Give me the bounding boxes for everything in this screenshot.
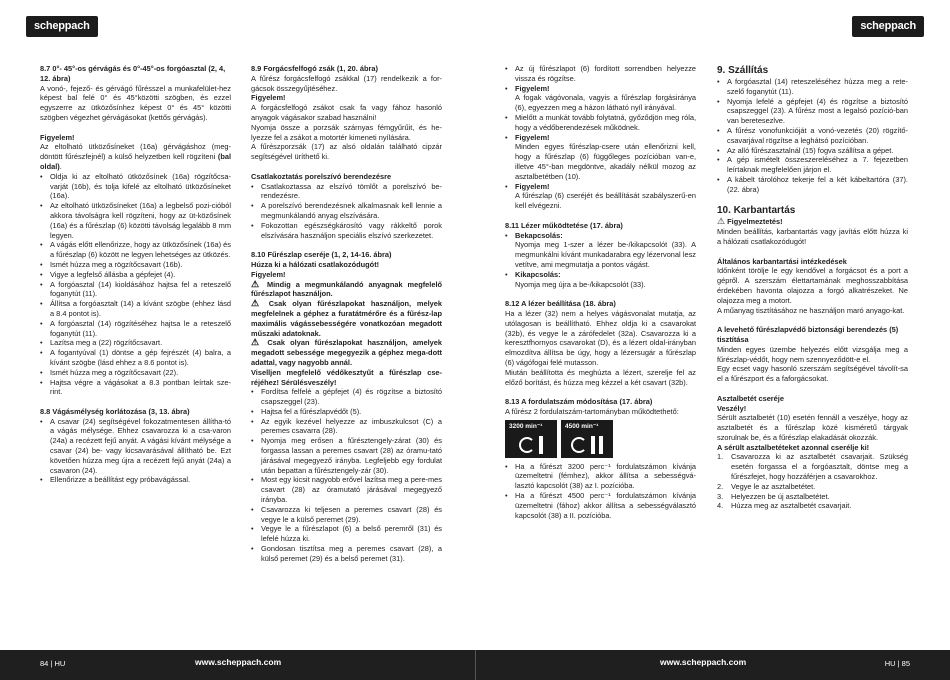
speed-dial-icon xyxy=(571,437,587,453)
note-label: Figyelem! xyxy=(251,93,286,103)
column-4 xyxy=(717,64,908,511)
footer-bar xyxy=(0,650,950,680)
list-item: • Mielőtt a munkát tovább folytatná, győződjön meg róla, hogy a védőberendezések működnek. xyxy=(505,113,696,133)
right-footer-link[interactable]: www.scheppach.com xyxy=(660,657,747,667)
list-item: • A csavar (24) segítségével fokozatmentesen állítha-tó a vágás mélysége. Ehhez csavarozza ki a csa-varon (24a) a recézett fejű anyát. A vágási kívánt mélysége a csavar (24) be- vagy kicsavarásával állítható be. Ezt követően húzza meg újra a recézett fejű anyát (24a) a csavaron (24). xyxy=(40,417,231,476)
heading-8-8: 8.8 Vágásmélység korlátozása (3, 13. ábra) xyxy=(40,406,190,416)
list-cont xyxy=(505,64,696,211)
heading-table-insert: Asztalbetét cseréje xyxy=(717,393,784,403)
warning-4: Viselljen megfelelő védőkesztyűt a fűrészlap cse-réjéhez! Sérülésveszély! xyxy=(251,367,442,387)
list-item: 2. Vegye le az asztalbetétet. xyxy=(717,481,816,491)
steps-list xyxy=(717,452,908,511)
paragraph: A fűrészporzsák (17) az alsó oldalán található cipzár segítségével üríthető ki. xyxy=(251,142,442,162)
column-1 xyxy=(40,64,231,485)
list-item: • A forgóasztal (14) kioldásához hajtsa fel a reteszelő foganytút (11). xyxy=(40,280,231,300)
list-item: • Az eltolható ütközősíneket (16a) a legbelső pozi-cióból akkora távolságra kell rögzíteni, hogy az üt-közősínek (16a) és a fűrészlap (6) közötti távolság legalább 8 mm legyen. xyxy=(40,201,231,240)
list-laser xyxy=(505,231,696,290)
list-item: • Ha a fűrészt 4500 perc⁻¹ fordulatszámon kívánja üzemeltetni (fához) akkor állítsa a sebességválasztó kapcsolót (38) a II. pozícióba. xyxy=(505,491,696,520)
list-8-7 xyxy=(40,172,231,397)
heading-8-11: 8.11 Lézer működtetése (17. ábra) xyxy=(505,220,623,230)
list-item: 1. Csavarozza ki az asztalbetét csavarjait. Szükség esetén forgassa el a forgóasztalt, döntse meg a fűrészfejet, hogy hozzáférjen a csavarokhoz. xyxy=(717,452,908,482)
paragraph: A műanyag tisztításához ne használjon maró anyago-kat. xyxy=(717,305,905,315)
paragraph-8-7: A vonó-, fejező- és gérvágó fűrésszel a munkafelület-hez képest bal felé 0° és 45°közötti szögben, és ezzel egyszerre az ütközősínhez képest 0° és 45° közötti szögben végezhet gérvágásokat (kettős gérvágás). xyxy=(40,83,231,122)
list-dust xyxy=(251,182,442,241)
heading-8-10: 8.10 Fűrészlap cseréje (1, 2, 14-16. ábra) xyxy=(251,250,392,260)
note-label: Figyelem! xyxy=(40,132,75,142)
list-item: • Az új fűrészlapot (6) fordított sorrendben helyezze vissza és rögzítse. xyxy=(505,64,696,84)
speed-4500-label: 4500 min⁻¹ xyxy=(561,420,613,458)
column-3 xyxy=(505,64,696,520)
list-item: • Hajtsa végre a vágásokat a 8.3 pontban leírtak sze-rint. xyxy=(40,378,231,398)
column-2 xyxy=(251,64,442,564)
paragraph: Minden beállítás, karbantartás vagy javítás előtt húzza ki a hálózati csatlakozódugót! xyxy=(717,227,908,246)
list-item: • Az alló fűrészasztalnál (15) fogva szállítsa a gépet. xyxy=(717,146,908,156)
list-speed xyxy=(505,462,696,521)
list-item: • A vágás előtt ellenőrizze, hogy az ütközősínek (16a) és a fűrészlap (6) között ne legyen lehetséges az ütközés. xyxy=(40,240,231,260)
warning-label: ⚠ Figyelmeztetés! xyxy=(717,216,783,227)
list-item: 3. Helyezzen be új asztalbetétet. xyxy=(717,491,830,501)
list-item: • Hajtsa fel a fűrészlapvédőt (5). xyxy=(251,407,442,417)
list-item: • Gondosan tisztítsa meg a peremes csavart (28), a külső peremet (29) és a belső peremet (31). xyxy=(251,544,442,564)
note-text: Az eltolható ütközősíneket (16a) gérvágáshoz (meg-döntött fűrészfejnél) a külső helyzetben kell rögzíteni (bal oldal). xyxy=(40,142,231,171)
warning-2: ⚠ Csak olyan fűrészlapokat használjon, melyek megfelelnek a géphez a furatátmérőre és a fűrész-lap maximális vágássebességére vonatkozóan megadott műszaki adatoknak. xyxy=(251,298,442,338)
list-item: • Fordítsa felfelé a gépfejet (4) és rögzítse a biztosító csapszeggel (23). xyxy=(251,387,442,407)
list-item: • A gép ismételt összeszereléséhez a 7. fejezetben leírtaknak megfelelően járjon el. xyxy=(717,155,908,175)
chapter-9-title: 9. Szállítás xyxy=(717,65,769,76)
speed-figure xyxy=(505,420,696,458)
list-transport xyxy=(717,77,908,195)
list-item: • Csatlakoztassa az elszívó tömlőt a porelszívó be-rendezésre. xyxy=(251,182,442,202)
heading-8-12: 8.12 A lézer beállítása (18. ábra) xyxy=(505,299,616,309)
chapter-10-title: 10. Karbantartás xyxy=(717,205,796,217)
warning-icon: ⚠ xyxy=(251,337,263,348)
position-i-icon xyxy=(539,436,543,454)
list-item: • Figyelem! Minden egyes fűrészlap-csere után ellenőrizni kell, hogy a fűrészlap (6) függőleges pozícióban van-e, illetve 45°-ban megdöntve, akadály nélkül mozog az asztalbetétben (10). xyxy=(505,133,696,182)
list-item: • Kikapcsolás: Nyomja meg újra a be-/kikapcsolót (33). xyxy=(505,270,696,290)
list-8-8 xyxy=(40,417,231,486)
list-item: • A porelszívó berendezésnek alkalmasnak kell lennie a megmunkálandó anyag elszívására. xyxy=(251,201,442,221)
paragraph: Nyomja össze a porzsák szárnyas fémgyűrűit, és he-lyezze fel a zsákot a motortér kimeneti nyílására. xyxy=(251,122,442,142)
speed-dial-icon xyxy=(519,437,535,453)
list-item: • Oldja ki az eltolható ütközősínek (16a) rögzítőcsa-varját (16b), és tolja kifelé az eltolható ütközősíneket (16a). xyxy=(40,172,231,201)
paragraph: Időnként törölje le egy kendővel a forgácsot és a port a gépről. A szerszám élettartamának meghosszabbítása érdekében havonta olajozza a forgó alkatrészeket. Ne olajozza meg a motort. xyxy=(717,266,908,305)
list-item: • Ha a fűrészt 3200 perc⁻¹ fordulatszámon kívánja üzemeltetni (fémhez), akkor állítsa a sebességvá-lasztó kapcsolót (38) az I. pozícióba. xyxy=(505,462,696,491)
heading-guard-cleaning: A levehető fűrészlapvédő biztonsági berendezés (5) tisztítása xyxy=(717,325,899,344)
list-item: • A fűrész vonofunkcióját a vonó-vezetés (20) rögzítő-csavarjával rögzítse a leghátsó pozícióban. xyxy=(717,126,908,146)
paragraph: Egy ecset vagy hasonló szerszám segítségével távolít-sa el a fűrészport és a faforgácsokat. xyxy=(717,364,908,384)
warning-icon: ⚠ xyxy=(251,298,263,309)
heading-general-maintenance: Általános karbantartási intézkedések xyxy=(717,256,847,266)
list-item: • Ellenőrizze a beállítást egy próbavágással. xyxy=(40,475,231,485)
list-item: • Lazítsa meg a (22) rögzítőcsavart. xyxy=(40,338,231,348)
left-footer-link[interactable]: www.scheppach.com xyxy=(195,657,282,667)
danger-label: Veszély! xyxy=(717,403,747,413)
paragraph: Ha a lézer (32) nem a helyes vágásvonalat mutatja, az utólagosan is beállítható. Ehhez oldja ki a csavarokat (32b), és vegye le a zárófedelet (32a). Csavarozza ki a keresztfhornyos csavarokat (D), és a lézert oldal-irányban elmozdítva állítsa be úgy, hogy a lézersugár a fűrészlap (6) vágófogai felé mutasson. xyxy=(505,308,696,367)
list-item: • Az egyik kezével helyezze az imbuszkulcsot (C) a peremes csavarra (28). xyxy=(251,417,442,437)
list-item: • Bekapcsolás: Nyomja meg 1-szer a lézer be-/kikapcsolót (33). A megmunkálni kívánt munkadarabra egy lézervonal lesz vetítve, ami megmutatja a pontos vágást. xyxy=(505,231,696,270)
position-ii-icon xyxy=(591,436,595,454)
right-page-number: HU | 85 xyxy=(884,659,910,668)
warning-3: ⚠ Csak olyan fűrészlapokat használjon, amelyek megadott sebessége megegyezik a géphez megа-dott adattal, vagy nagyobb annál. xyxy=(251,337,442,367)
paragraph: A fűrész forgácsfelfogó zsákkal (17) rendelkezik a for-gácsok összegyűjtéséhez. xyxy=(251,73,442,93)
list-item: • Csavarozza ki teljesen a peremes csavart (28) és vegye le a külső peremet (29). xyxy=(251,505,442,525)
list-item: • Figyelem! A fűrészlap (6) cseréjét és beállítását szabályszerű-en kell elvégezni. xyxy=(505,182,696,211)
brand-logo-left: scheppach xyxy=(26,16,98,37)
list-item: • A forgóasztal (14) rögzítéséhez hajtsa le a reteszelő foganytút (11). xyxy=(40,319,231,339)
paragraph: Miután beállította és meghúzta a lézert, szerelje fel az előző borítást, és húzza meg kézzel a két csavart (32b). xyxy=(505,367,696,387)
paragraph: Minden egyes üzembe helyezés előtt vizsgálja meg a fűrészlap-védőt, hogy nem szennyeződött-e el. xyxy=(717,344,908,364)
list-item: • A fogantyúval (1) döntse a gép fejrészét (4) balra, a kívánt szögbe (lásd ehhez a 8.6 pontot is). xyxy=(40,348,231,368)
warning-icon: ⚠ xyxy=(251,278,262,289)
list-item: • A forgóasztal (14) reteszeléséhez húzza meg a rete-szelő foganytút (11). xyxy=(717,77,908,97)
heading-replace-insert: A sérült asztalbetéteket azonnal cserélje ki! xyxy=(717,442,870,452)
speed-3200-label: 3200 min⁻¹ xyxy=(505,420,557,458)
note-label: Figyelem! xyxy=(251,269,286,279)
list-item: • Nyomja meg erősen a fűrésztengely-zárat (30) és forgassa lassan a peremes csavart (28) az óramu-tató járásával megegyező irányba. Legfeljebb egy fordulat után bepattan a fűrésztengely-zár (30). xyxy=(251,436,442,475)
list-item: 4. Húzza meg az asztalbetét csavarjait. xyxy=(717,501,852,511)
list-item: • Fokozottan egészségkárosító vagy rákkeltő porok elszívására használjon speciális elszívó szerkezetet. xyxy=(251,221,442,241)
list-item: • Vegye le a fűrészlapot (6) a belső peremről (31) és lefelé húzza ki. xyxy=(251,524,442,544)
warning-1: ⚠ Mindig a megmunkálandó anyagnak megfelelő fűrészlapot használjon. xyxy=(251,278,443,299)
paragraph: Sérült asztalbetét (10) esetén fennáll a veszélye, hogy az asztalbetét és a fűrészlap közé kisméretű tárgyak szorulnak be, és a fűrészlap elakadását okozzák. xyxy=(717,413,908,442)
heading-8-7: 8.7 0°- 45°-os gérvágás és 0°-45°-os forgóasztal (2, 4, 12. ábra) xyxy=(40,64,226,83)
list-item: • Ismét húzza meg a rögzítőcsavart (16b). xyxy=(40,260,231,270)
list-item: • Ismét húzza meg a rögzítőcsavart (22). xyxy=(40,368,231,378)
list-item: • A kábelt tárolóhoz tekerje fel a két kábeltartóra (37). (22. ábra) xyxy=(717,175,908,195)
heading-8-13: 8.13 A fordulatszám módosítása (17. ábra) xyxy=(505,397,653,407)
list-item: • Vigye a legfelső állásba a gépfejet (4). xyxy=(40,270,231,280)
list-item: • Nyomja lefelé a gépfejet (4) és rögzítse a biztosító csapszeggel (23). A fűrész most a legalsó pozíció-ban van beretesezlve. xyxy=(717,97,908,126)
list-item: • Most egy kicsit nagyobb erővel lazítsa meg a pere-mes csavart (28) az óramutató járásával megegyező irányba. xyxy=(251,475,442,504)
heading-dust-extraction: Csatlakoztatás porelszívó berendezésre xyxy=(251,171,392,181)
list-item: • Állítsa a forgóasztalt (14) a kívánt szögbe (ehhez lásd a 8.4 pontot is). xyxy=(40,299,231,319)
left-page-number: 84 | HU xyxy=(40,659,66,668)
position-ii-icon xyxy=(599,436,603,454)
page-divider xyxy=(475,650,476,680)
paragraph: A fűrész 2 fordulatszám-tartományban működtethető: xyxy=(505,406,679,416)
paragraph: A forgácsfelfogó zsákot csak fa vagy fához hasonló anyagok vágásakor szabad használni! xyxy=(251,103,442,122)
heading-unplug: Húzza ki a hálózati csatlakozódugót! xyxy=(251,259,380,269)
heading-8-9: 8.9 Forgácsfelfogó zsák (1, 20. ábra) xyxy=(251,64,378,73)
brand-logo-right: scheppach xyxy=(852,16,924,37)
warning-icon: ⚠ xyxy=(717,216,726,227)
list-item: • Figyelem! A fogak vágóvonala, vagyis a fűrészlap forgásiránya (6), egyezzen meg a házon látható nyíl irányával. xyxy=(505,84,696,113)
list-8-10 xyxy=(251,387,442,563)
